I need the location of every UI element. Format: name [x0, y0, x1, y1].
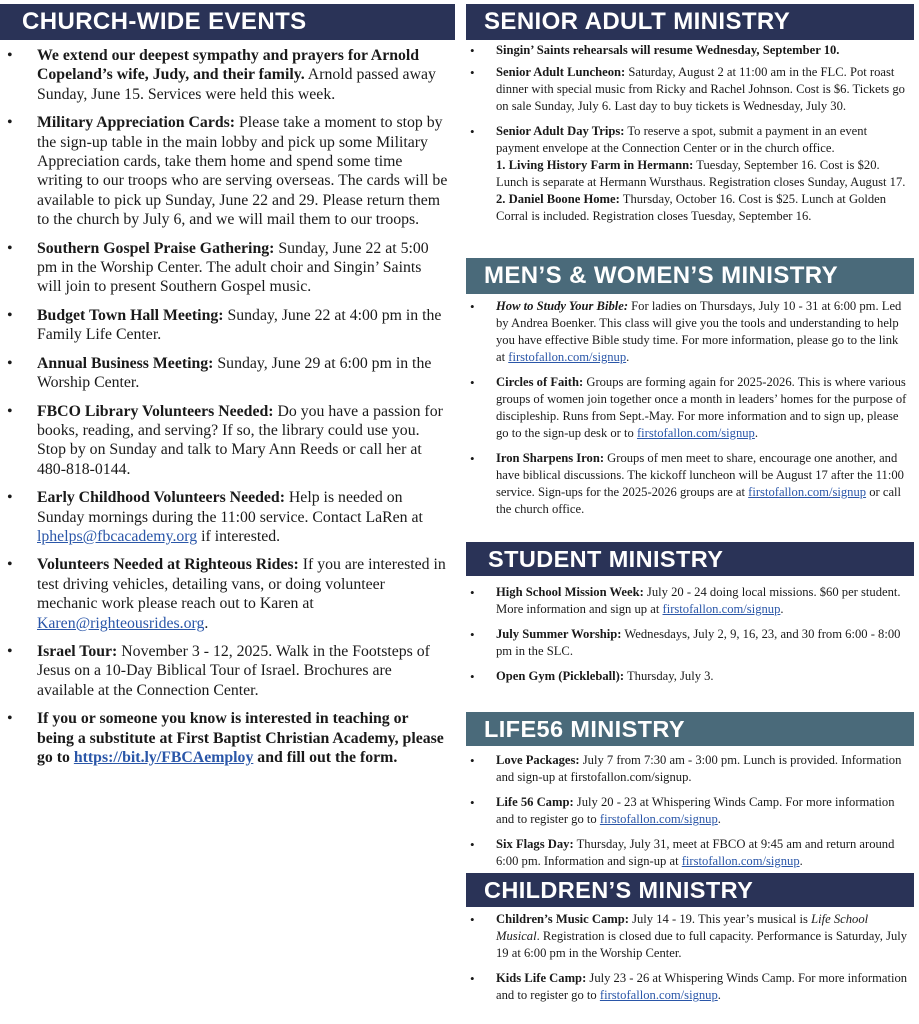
item-lead: Volunteers Needed at Righteous Rides: — [37, 556, 299, 574]
item-body: Sunday, June 22 at 5:00 pm in the Worship Center. The adult choir and Singin’ Saints will join to present Southern Gospel music. — [37, 239, 429, 296]
list-item — [466, 298, 914, 366]
list-item — [466, 752, 914, 786]
item-body: Groups are forming again for 2025-2026. This is where various groups of women join together once a month in leaders’ homes for the purpose of discipleship. Runs from Sept.-May. For more information and to sign up, please go to the sign-up desk or to — [496, 375, 907, 440]
item-body: Sunday, June 29 at 6:00 pm in the Worship Center. — [37, 354, 432, 392]
list-item — [0, 488, 455, 546]
church-wide-section — [0, 4, 455, 776]
children-header: CHILDREN’S MINISTRY — [466, 873, 914, 907]
item-body: Wednesdays, July 2, 9, 16, 23, and 30 from 6:00 - 8:00 pm in the SLC. — [496, 627, 901, 658]
signup-link[interactable]: firstofallon.com/signup — [681, 854, 800, 868]
item-body: Help is needed on Sunday mornings during the 11:00 service. Contact LaRen at — [37, 489, 423, 526]
sub-item — [496, 157, 910, 191]
list-item — [0, 306, 455, 345]
item-body: Arnold passed away Sunday, June 15. Services were held this week. — [37, 66, 436, 103]
item-body: Sunday, June 22 at 4:00 pm in the Family Life Center. — [37, 306, 442, 344]
item-body: Saturday, August 2 at 11:00 am in the FLC. Pot roast dinner with special music from Ricky and Rachel Johnson. Cost is $6. Tickets go on sale Sunday, July 6. Last day to buy tickets is Wednesday, July 30. — [496, 65, 905, 113]
email-link[interactable]: lphelps@fbcacademy.org — [37, 527, 198, 545]
list-item — [0, 113, 455, 229]
item-body: Please take a moment to stop by the sign-up table in the main lobby and pick up some Military Appreciation cards, take them home and spend some time writing to our troops who are serving overseas. The cards will be available to pick up Sunday, June 22 and 29. Please return them to the church by July 6, and we will mail them to our troops. — [37, 114, 448, 229]
item-tail: . Registration is closed due to full capacity. Performance is Saturday, July 19 at 6:00 pm in the Worship Center. — [496, 929, 908, 960]
item-body: July 20 - 23 at Whispering Winds Camp. For more information and to register go to — [496, 795, 895, 826]
item-tail: . — [204, 614, 209, 632]
senior-adult-header: SENIOR ADULT MINISTRY — [466, 4, 914, 40]
list-item — [0, 354, 455, 393]
item-tail: and fill out the form. — [253, 749, 398, 766]
item-lead: We extend our deepest sympathy and prayers for Arnold Copeland’s wife, Judy, and their family. — [37, 47, 420, 84]
signup-link[interactable]: firstofallon.com/signup — [662, 602, 781, 616]
list-item — [466, 794, 914, 828]
item-body: For ladies on Thursdays, July 10 - 31 at 6:00 pm. Led by Andrea Boenker. This class will give you the tools and understanding to help you have effective Bible study time. For more information, please go to the link at — [496, 299, 902, 364]
sub-item-body: Thursday, October 16. Cost is $25. Lunch at Golden Corral is included. Registration closes Tuesday, September 16. — [496, 192, 887, 223]
list-item — [466, 450, 914, 518]
item-tail: . — [717, 988, 721, 1002]
item-body: Thursday, July 31, meet at FBCO at 9:45 am and return around 6:00 pm. Information and sign-up at — [496, 837, 895, 868]
senior-adult-section — [466, 4, 914, 233]
item-body: July 14 - 19. This year’s musical is — [628, 912, 812, 926]
item-tail: . — [626, 350, 630, 364]
life56-section — [466, 712, 914, 878]
children-section — [466, 873, 914, 1012]
list-item — [466, 911, 914, 962]
item-lead: Love Packages: — [496, 753, 580, 767]
sub-item-lead: 2. Daniel Boone Home: — [496, 192, 620, 206]
item-body: Do you have a passion for books, reading, and serving? If so, the library could use you. Stop by on Sunday and talk to Mary Ann Reeds or call her at 480-818-0144. — [37, 402, 443, 478]
item-body: July 23 - 26 at Whispering Winds Camp. For more information and to register go to — [496, 971, 908, 1002]
signup-link[interactable]: firstofallon.com/signup — [508, 350, 627, 364]
item-lead: Israel Tour: — [37, 642, 118, 660]
item-lead: Singin’ Saints rehearsals will resume Wednesday, September 10. — [496, 43, 840, 57]
item-lead: Military Appreciation Cards: — [37, 114, 236, 132]
list-item — [466, 626, 914, 660]
list-item — [0, 555, 455, 633]
item-body: July 7 from 7:30 am - 3:00 pm. Lunch is provided. Information and sign-up at firstofallon.com/signup. — [496, 753, 902, 784]
church-wide-header: CHURCH-WIDE EVENTS — [0, 4, 455, 40]
item-lead: Circles of Faith: — [496, 375, 584, 389]
item-lead: If you or someone you know is interested in teaching or being a substitute at First Baptist Christian Academy, please go to — [37, 710, 444, 766]
list-item — [466, 64, 914, 115]
item-body: To reserve a spot, submit a payment in an event payment envelope at the Connection Center or in the church office. — [496, 124, 868, 155]
employment-link[interactable]: https://bit.ly/FBCAemploy — [73, 749, 254, 766]
item-tail: . — [799, 854, 803, 868]
item-lead: Budget Town Hall Meeting: — [37, 306, 224, 324]
list-item — [466, 836, 914, 870]
item-lead: Early Childhood Volunteers Needed: — [37, 489, 285, 507]
item-lead: Kids Life Camp: — [496, 971, 587, 985]
item-lead: Open Gym (Pickleball): — [496, 669, 625, 683]
list-item — [466, 42, 914, 59]
item-lead: Iron Sharpens Iron: — [496, 451, 605, 465]
student-header: STUDENT MINISTRY — [466, 542, 914, 576]
item-lead: How to Study Your Bible: — [496, 299, 629, 313]
list-item — [0, 46, 455, 104]
list-item — [466, 970, 914, 1004]
item-lead: Six Flags Day: — [496, 837, 574, 851]
item-tail: or call the church office. — [496, 485, 902, 516]
list-item — [0, 239, 455, 297]
item-lead: Senior Adult Luncheon: — [496, 65, 626, 79]
mens-womens-header: MEN’S & WOMEN’S MINISTRY — [466, 258, 914, 294]
item-body: Groups of men meet to share, encourage one another, and have biblical discussions. The kickoff luncheon will be August 17 after the 11:00 service. Sign-ups for the 2025-2026 groups are at — [496, 451, 904, 499]
list-item — [466, 374, 914, 442]
signup-link[interactable]: firstofallon.com/signup — [748, 485, 867, 499]
item-tail: . — [717, 812, 721, 826]
list-item — [466, 668, 914, 685]
item-lead: Annual Business Meeting: — [37, 354, 214, 372]
item-body: Thursday, July 3. — [624, 669, 714, 683]
signup-link[interactable]: firstofallon.com/signup — [599, 988, 718, 1002]
list-item — [0, 402, 455, 480]
item-lead: Life 56 Camp: — [496, 795, 574, 809]
signup-link[interactable]: firstofallon.com/signup — [599, 812, 718, 826]
item-lead: High School Mission Week: — [496, 585, 644, 599]
item-lead: July Summer Worship: — [496, 627, 622, 641]
item-tail: . — [754, 426, 759, 440]
item-tail: if interested. — [197, 527, 281, 545]
student-section — [466, 542, 914, 693]
item-lead: FBCO Library Volunteers Needed: — [37, 402, 274, 420]
mens-womens-section — [466, 258, 914, 526]
item-body: July 20 - 24 doing local missions. $60 per student. More information and sign up at — [496, 585, 901, 616]
sub-item — [496, 191, 910, 225]
item-body: If you are interested in test driving vehicles, detailing vans, or doing volunteer mechanic work please reach out to Karen at — [37, 556, 446, 613]
item-body: November 3 - 12, 2025. Walk in the Footsteps of Jesus on a 10-Day Biblical Tour of Israel. Brochures are available at the Connection Center. — [37, 642, 430, 699]
item-lead: Children’s Music Camp: — [496, 912, 629, 926]
signup-link[interactable]: firstofallon.com/signup — [636, 426, 755, 440]
list-item — [0, 709, 455, 767]
list-item — [466, 584, 914, 618]
email-link[interactable]: Karen@righteousrides.org — [37, 614, 205, 632]
list-item — [0, 642, 455, 700]
sub-item-body: Tuesday, September 16. Cost is $20. Lunch is separate at Hermann Wursthaus. Registration closes Sunday, August 17. — [496, 158, 906, 189]
item-lead: Senior Adult Day Trips: — [496, 124, 625, 138]
item-lead: Southern Gospel Praise Gathering: — [37, 239, 275, 257]
list-item — [466, 123, 914, 225]
musical-title: Life School Musical — [496, 912, 869, 943]
item-tail: . — [780, 602, 784, 616]
sub-item-lead: 1. Living History Farm in Hermann: — [496, 158, 694, 172]
life56-header: LIFE56 MINISTRY — [466, 712, 914, 746]
